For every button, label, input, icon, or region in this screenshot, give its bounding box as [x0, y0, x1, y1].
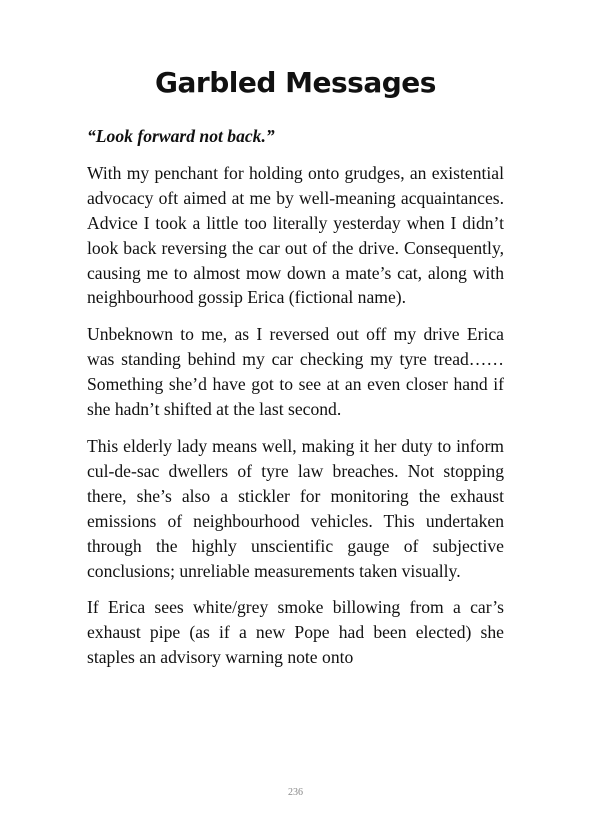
page-number: 236 [288, 787, 303, 798]
paragraph-1: With my penchant for holding onto grudges, an existential advocacy oft aimed at me by well-meaning acquaintances. Advice I took a little too literally yesterday when I didn’t look back reversing the car out of the drive. Consequently, causing me to almost mow down a mate’s cat, along with neighbourhood gossip Erica (fictional name). [87, 162, 504, 308]
body-text [87, 124, 504, 682]
epigraph: “Look forward not back.” [87, 126, 275, 146]
paragraph-2: Unbeknown to me, as I reversed out off my drive Erica was standing behind my car checking my tyre tread…… Something she’d have got to see at an even closer hand if she hadn’t shifted at the last second. [87, 324, 504, 420]
paragraph-4: If Erica sees white/grey smoke billowing from a car’s exhaust pipe (as if a new Pope had been elected) she staples an advisory warning note onto [87, 597, 504, 668]
chapter-title: Garbled Messages [155, 66, 436, 99]
paragraph-3: This elderly lady means well, making it her duty to inform cul-de-sac dwellers of tyre law breaches. Not stopping there, she’s also a stickler for monitoring the exhaust emissions of neighbourhood vehicles. This undertaken through the highly unscientific gauge of subjective conclusions; unreliable measurements taken visually. [87, 435, 504, 581]
